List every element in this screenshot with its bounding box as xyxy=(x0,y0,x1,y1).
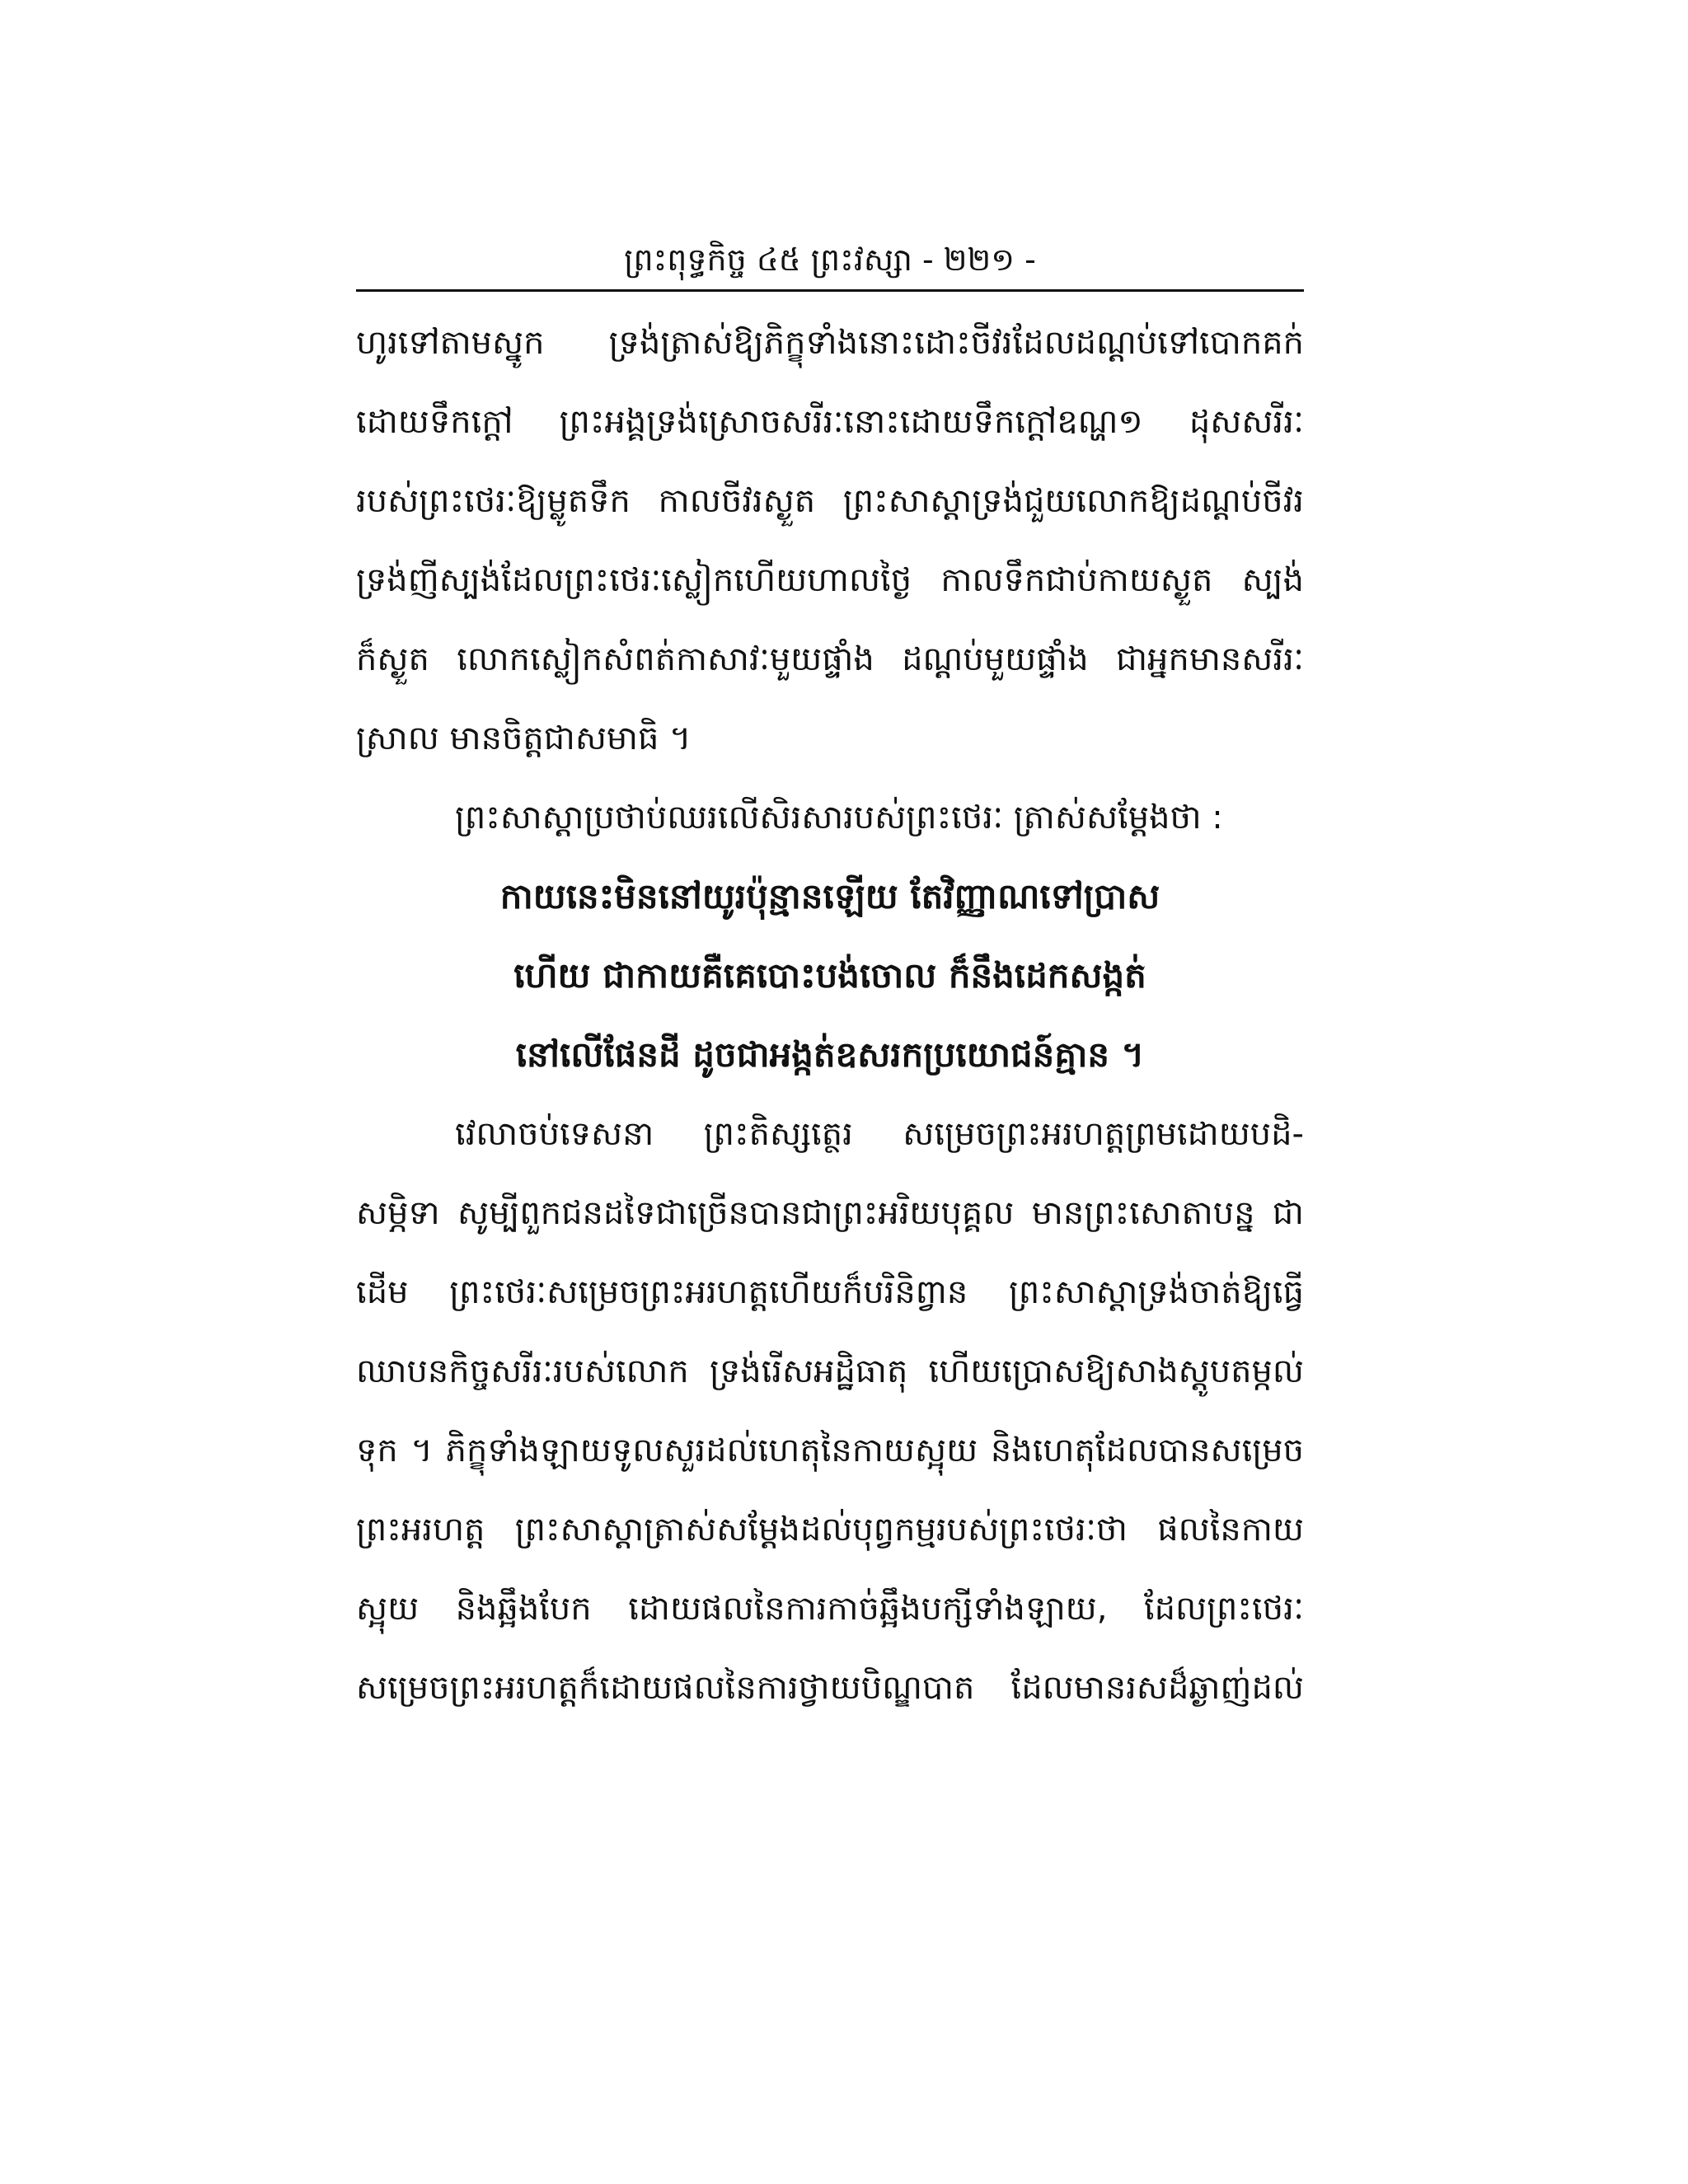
text-line: ស្រាល មានចិត្តជាសមាធិ ។ xyxy=(356,719,692,757)
paragraph-1 xyxy=(356,303,1304,778)
text-line: សម្ភិទា សូម្បីពួកជនដទៃជាច្រើនបានជាព្រះអរិយបុគ្គល មានព្រះសោតាបន្ន ជា xyxy=(356,1194,1304,1232)
text-line: ហូរទៅតាមស្នូក ទ្រង់ត្រាស់ឱ្យភិក្ខុទាំងនោះដោះចីវរដែលដណ្តប់ទៅបោកគក់ xyxy=(356,324,1304,362)
paragraph-2 xyxy=(356,778,1304,857)
verse-line: កាយនេះមិននៅយូរប៉ុន្មានឡើយ តែវិញ្ញាណទៅប្រាស xyxy=(499,876,1160,916)
header-rule xyxy=(356,289,1304,292)
text-line: ស្អុយ និងឆ្អឹងបែក ដោយផលនៃការកាច់ឆ្អឹងបក្សីទាំងឡាយ, ដែលព្រះថេរៈ xyxy=(356,1590,1304,1628)
body-text xyxy=(356,303,1304,1727)
paragraph-3 xyxy=(356,1094,1304,1727)
verse xyxy=(356,857,1304,1094)
text-line: ទ្រង់ញីស្បង់ដែលព្រះថេរៈស្លៀកហើយហាលថ្ងៃ កាលទឹកជាប់កាយស្ងួត ស្បង់ xyxy=(356,561,1304,599)
page-content xyxy=(356,235,1304,1727)
text-line: សម្រេចព្រះអរហត្តក៏ដោយផលនៃការថ្វាយបិណ្ឌបាត ដែលមានរសដ៏ឆ្ងាញ់ដល់ xyxy=(356,1669,1304,1707)
text-line: ឈាបនកិច្ចសរីរៈរបស់លោក ទ្រង់រើសអដ្ឋិធាតុ ហើយប្រោសឱ្យសាងស្តូបតម្កល់ xyxy=(356,1352,1304,1390)
text-line: ព្រះសាស្តាប្រថាប់ឈរលើសិរសារបស់ព្រះថេរៈ ត្រាស់សម្តែងថា : xyxy=(455,799,1223,837)
verse-line: នៅលើផែនដី ដូចជាអង្កត់ឧសរកប្រយោជន៍គ្មាន ។ xyxy=(515,1034,1145,1075)
text-line: ព្រះអរហត្ត ព្រះសាស្តាត្រាស់សម្តែងដល់បុព្វកម្មរបស់ព្រះថេរៈថា ផលនៃកាយ xyxy=(356,1511,1304,1549)
text-line: របស់ព្រះថេរៈឱ្យម្លូតទឹក កាលចីវរស្ងួត ព្រះសាស្តាទ្រង់ជួយលោកឱ្យដណ្តប់ចីវរ xyxy=(356,482,1304,520)
text-line: ដោយទឹកក្តៅ ព្រះអង្គទ្រង់ស្រោចសរីរៈនោះដោយទឹកក្តៅឧណ្ហ១ ដុសសរីរៈ xyxy=(356,403,1304,441)
text-line: ទុក ។ ភិក្ខុទាំងឡាយទូលសួរដល់ហេតុនៃកាយស្អុយ និងហេតុដែលបានសម្រេច xyxy=(356,1432,1304,1469)
running-header: ព្រះពុទ្ធកិច្ច ៤៥ ព្រះវស្សា - ២២១ - xyxy=(624,241,1036,278)
text-line: វេលាចប់ទេសនា ព្រះតិស្សត្ថេរ សម្រេចព្រះអរហត្តព្រមដោយបដិ- xyxy=(455,1115,1304,1153)
text-line: ដើម ព្រះថេរៈសម្រេចព្រះអរហត្តហើយក៏បរិនិព្វាន ព្រះសាស្តាទ្រង់ចាត់ឱ្យធ្វើ xyxy=(356,1273,1304,1311)
verse-line: ហើយ ជាកាយគឺគេបោះបង់ចោល ក៏នឹងដេកសង្កត់ xyxy=(513,955,1146,996)
text-line: ក៏ស្ងួត លោកស្លៀកសំពត់កាសាវៈមួយផ្ទាំង ដណ្តប់មួយផ្ទាំង ជាអ្នកមានសរីរៈ xyxy=(356,640,1304,678)
